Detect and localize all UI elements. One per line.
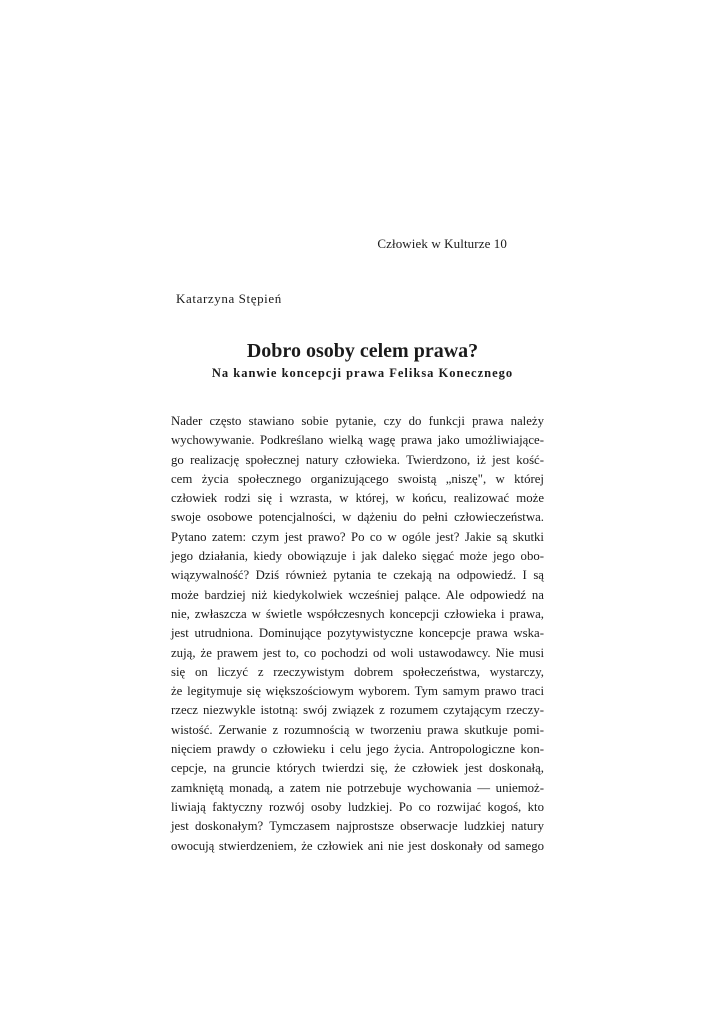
body-line: go realizację społecznej natury człowieka. Twierdzono, iż jest kość- bbox=[171, 452, 544, 467]
body-line: cepcje, na gruncie których twierdzi się, że człowiek jest doskonałą, bbox=[171, 761, 544, 776]
body-line: liwiają faktyczny rozwój osoby ludzkiej. Po co rozwijać kogoś, kto bbox=[171, 799, 544, 814]
body-line: wychowywanie. Podkreślano wielką wagę prawa jako umożliwiające- bbox=[171, 433, 544, 448]
author-name: Katarzyna Stępień bbox=[176, 291, 282, 306]
body-line: jest utrudniona. Dominujące pozytywistyczne koncepcje prawa wska- bbox=[171, 626, 544, 641]
body-line: zują, że prawem jest to, co pochodzi od woli ustawodawcy. Nie musi bbox=[171, 645, 544, 660]
body-line: jest doskonałym? Tymczasem najprostsze obserwacje ludzkiej natury bbox=[171, 819, 544, 834]
body-line: się on liczyć z rzeczywistym dobrem społeczeństwa, wystarczy, bbox=[171, 664, 544, 679]
body-line: nie, zwłaszcza w świetle współczesnych koncepcji człowieka i prawa, bbox=[171, 606, 544, 621]
body-line: Nader często stawiano sobie pytanie, czy do funkcji prawa należy bbox=[171, 414, 544, 428]
body-line: człowiek rodzi się i wzrasta, w której, w końcu, realizować może bbox=[171, 491, 544, 506]
body-line: cem życia społecznego organizującego swoistą „niszę", w której bbox=[171, 471, 544, 486]
body-paragraph bbox=[171, 412, 544, 856]
body-line: że legitymuje się większościowym wyborem. Tym samym prawo traci bbox=[171, 684, 544, 699]
body-line: wiązywalność? Dziś również pytania te czekają na odpowiedź. I są bbox=[171, 568, 544, 583]
body-line: wistość. Zerwanie z rozumnością w tworzeniu prawa skutkuje pomi- bbox=[171, 722, 544, 737]
body-line: swoje osobowe potencjalności, w dążeniu do pełni człowieczeństwa. bbox=[171, 510, 544, 525]
body-line: Pytano zatem: czym jest prawo? Po co w ogóle jest? Jakie są skutki bbox=[171, 529, 544, 544]
body-line: jego działania, kiedy obowiązuje i jak daleko sięgać może jego obo- bbox=[171, 549, 544, 564]
article-title: Dobro osoby celem prawa? bbox=[246, 340, 479, 362]
body-line: rzecz niezwykle istotną: swój związek z rozumem czytającym rzeczy- bbox=[171, 703, 544, 718]
body-line: zamkniętą monadą, a zatem nie potrzebuje wychowania — uniemoż- bbox=[171, 780, 544, 795]
running-head: Człowiek w Kulturze 10 bbox=[377, 236, 507, 251]
body-line: może bardziej niż kiedykolwiek wcześniej palące. Ale odpowiedź na bbox=[171, 587, 544, 602]
body-line: nięciem prawdy o człowieku i celu jego życia. Antropologiczne kon- bbox=[171, 742, 544, 757]
article-subtitle: Na kanwie koncepcji prawa Feliksa Konecznego bbox=[211, 366, 514, 380]
body-line: owocują stwierdzeniem, że człowiek ani nie jest doskonały od samego bbox=[171, 838, 544, 853]
